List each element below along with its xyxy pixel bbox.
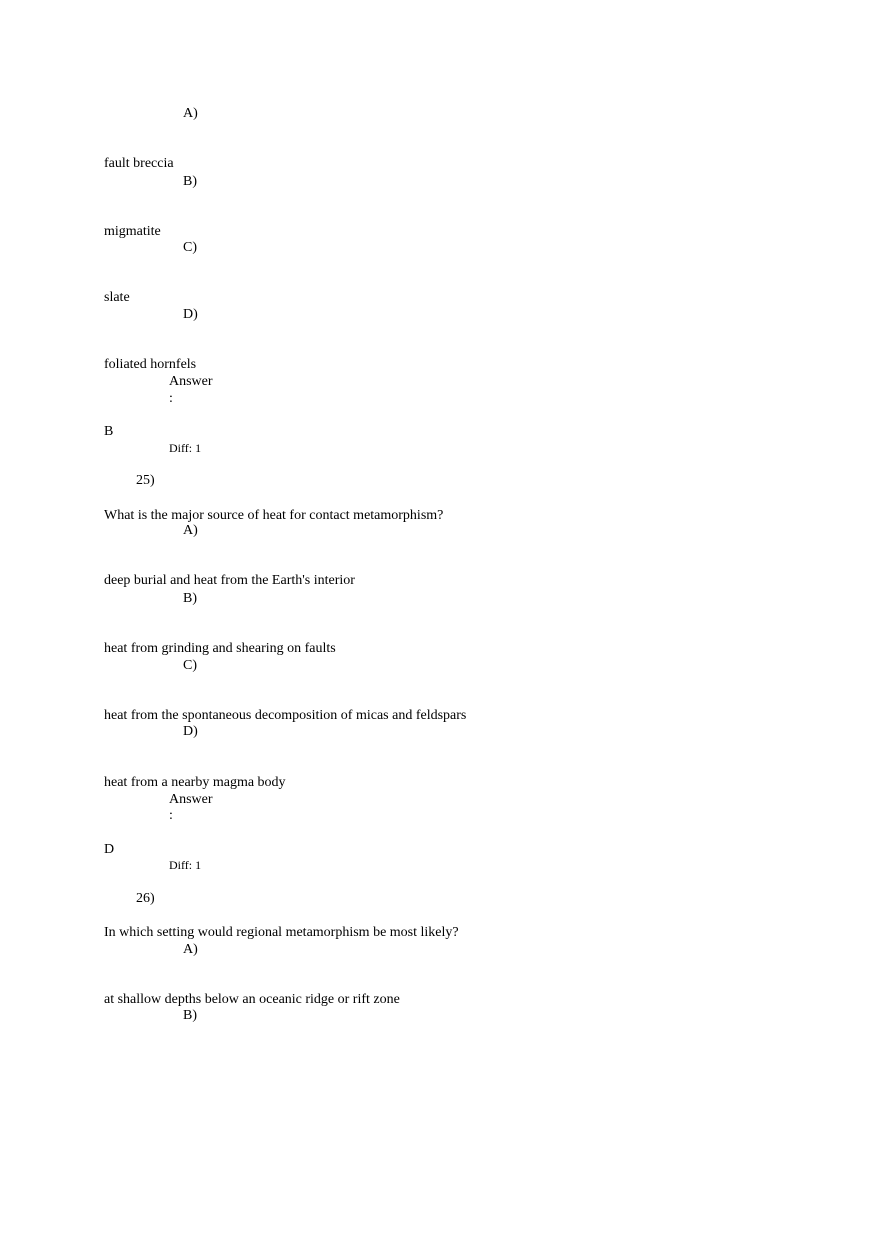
- q25-question: What is the major source of heat for contact metamorphism?: [104, 508, 444, 523]
- q25-option-b-letter: B): [183, 591, 197, 606]
- q25-answer-label: Answer: [169, 792, 213, 807]
- q25-option-d-letter: D): [183, 724, 198, 739]
- q24-option-d-text: foliated hornfels: [104, 357, 197, 372]
- q25-option-a-text: deep burial and heat from the Earth's interior: [104, 573, 355, 588]
- q24-option-b-text: migmatite: [104, 224, 161, 239]
- q25-option-a-letter: A): [183, 523, 198, 538]
- q25-option-c-text: heat from the spontaneous decomposition of micas and feldspars: [104, 708, 467, 723]
- q24-option-a-text: fault breccia: [104, 156, 174, 171]
- q24-answer-label: Answer: [169, 374, 213, 389]
- q24-option-b-letter: B): [183, 174, 197, 189]
- q24-option-c-text: slate: [104, 290, 130, 305]
- q25-answer-value: D: [104, 842, 115, 857]
- q26-option-a-letter: A): [183, 942, 198, 957]
- q24-option-a-letter: A): [183, 106, 198, 121]
- q24-option-c-letter: C): [183, 240, 197, 255]
- q26-question: In which setting would regional metamorphism be most likely?: [104, 925, 459, 940]
- q25-difficulty: Diff: 1: [169, 858, 202, 872]
- q26-option-a-text: at shallow depths below an oceanic ridge or rift zone: [104, 992, 400, 1007]
- q25-option-b-text: heat from grinding and shearing on faults: [104, 641, 336, 656]
- q24-option-d-letter: D): [183, 307, 198, 322]
- q25-option-d-text: heat from a nearby magma body: [104, 775, 286, 790]
- q25-number: 25): [136, 473, 155, 488]
- q25-answer-colon: :: [169, 808, 173, 823]
- q26-number: 26): [136, 891, 155, 906]
- q25-option-c-letter: C): [183, 658, 197, 673]
- q24-answer-value: B: [104, 424, 114, 439]
- q26-option-b-letter: B): [183, 1008, 197, 1023]
- q24-answer-colon: :: [169, 391, 173, 406]
- q24-difficulty: Diff: 1: [169, 441, 202, 455]
